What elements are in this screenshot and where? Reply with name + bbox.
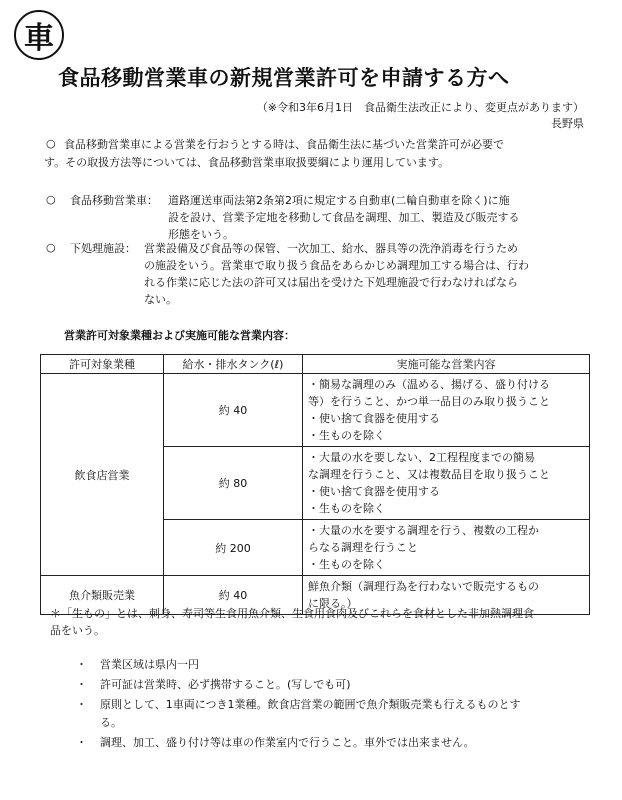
category-cell: 魚介類販売業 xyxy=(41,576,164,615)
dot-bullet-icon: ・ xyxy=(76,678,87,691)
footnote-line: ＊「生もの」とは、刺身、寿司等生食用魚介類、生食用食肉及びこれらを食材とした非加熱調理食 xyxy=(50,607,534,620)
dot-bullet-icon: ・ xyxy=(76,698,87,711)
content-line: ・簡易な調理のみ（温める、揚げる、盛り付ける xyxy=(308,378,550,391)
definition-term-vehicle: 食品移動営業車： xyxy=(70,194,158,207)
circle-bullet-icon: ○ xyxy=(46,241,56,254)
content-line: ・生ものを除く xyxy=(308,558,385,571)
definition-line: れる作業に応じた法の許可又は届出を受けた下処理施設で行わなければなら xyxy=(144,276,518,289)
definition-line: 形態をいう。 xyxy=(168,228,234,241)
tank-cell: 約 40 xyxy=(164,374,303,447)
definition-line: 道路運送車両法第2条第2項に規定する自動車(二輪自動車を除く)に施 xyxy=(168,194,510,207)
intro-line: 食品移動営業車による営業を行おうとする時は、食品衛生法に基づいた営業許可が必要で xyxy=(64,138,504,151)
notes-list xyxy=(76,656,596,754)
definition-term-prep: 下処理施設： xyxy=(70,242,136,255)
content-line: ・生ものを除く xyxy=(308,502,385,515)
intro-line: す。その取扱方法等については、食品移動営業車取扱要綱により運用しています。 xyxy=(44,156,450,169)
revision-note: （※令和3年6月1日 食品衛生法改正により、変更点があります） xyxy=(256,101,584,114)
prefecture-label: 長野県 xyxy=(551,117,584,130)
circle-bullet-icon: ○ xyxy=(46,137,56,150)
definition-body-prep xyxy=(144,240,598,308)
dot-bullet-icon: ・ xyxy=(76,658,87,671)
list-item-line: 調理、加工、盛り付け等は車の作業室内で行うこと。車外では出来ません。 xyxy=(100,736,475,749)
footnote xyxy=(50,605,582,639)
footnote-line: 品をいう。 xyxy=(50,624,105,637)
definition-line: ない。 xyxy=(144,293,177,306)
content-line: ・生ものを除く xyxy=(308,429,385,442)
intro-paragraph xyxy=(44,136,604,172)
definition-line: 営業設備及び食品等の保管、一次加工、給水、器具等の洗浄消毒を行うため xyxy=(144,242,518,255)
permit-table xyxy=(40,354,590,615)
header-tank: 給水・排水タンク(ℓ) xyxy=(164,355,303,374)
tank-cell: 約 200 xyxy=(164,520,303,576)
content-line: 鮮魚介類（調理行為を行わないで販売するもの xyxy=(308,580,539,593)
header-category: 許可対象業種 xyxy=(41,355,164,374)
content-line: ・大量の水を要する調理を行う、複数の工程か xyxy=(308,524,539,537)
content-cell xyxy=(303,520,590,576)
list-item-line: る。 xyxy=(100,716,122,729)
car-badge-icon: 車 xyxy=(14,10,64,60)
content-line: らなる調理を行うこと xyxy=(308,541,418,554)
content-line: 等）を行うこと、かつ単一品目のみ取り扱うこと xyxy=(308,395,550,408)
definition-body-vehicle xyxy=(168,192,598,243)
definition-line: の施設をいう。営業車で取り扱う食品をあらかじめ調理加工する場合は、行わ xyxy=(144,259,529,272)
circle-bullet-icon: ○ xyxy=(46,193,56,206)
tank-cell: 約 40 xyxy=(164,576,303,615)
table-heading: 営業許可対象業種および実施可能な営業内容： xyxy=(64,329,295,342)
content-cell xyxy=(303,374,590,447)
content-line: ・大量の水を要しない、2工程程度までの簡易 xyxy=(308,451,535,464)
list-item-line: 許可証は営業時、必ず携帯すること。(写しでも可) xyxy=(100,678,351,691)
list-item xyxy=(76,676,596,694)
list-item xyxy=(76,696,596,732)
content-line: ・使い捨て食器を使用する xyxy=(308,412,440,425)
table-row xyxy=(41,374,590,447)
tank-cell: 約 80 xyxy=(164,447,303,520)
list-item-line: 原則として、1車両につき1業種。飲食店営業の範囲で魚介類販売業も行えるものとす xyxy=(100,698,521,711)
table-header-row xyxy=(41,355,590,374)
header-content: 実施可能な営業内容 xyxy=(303,355,590,374)
content-line: ・使い捨て食器を使用する xyxy=(308,485,440,498)
list-item-line: 営業区域は県内一円 xyxy=(100,658,199,671)
dot-bullet-icon: ・ xyxy=(76,736,87,749)
list-item xyxy=(76,734,596,752)
category-cell: 飲食店営業 xyxy=(41,374,164,576)
list-item xyxy=(76,656,596,674)
definition-line: 設を設け、営業予定地を移動して食品を調理、加工、製造及び販売する xyxy=(168,211,520,224)
page-title: 食品移動営業車の新規営業許可を申請する方へ xyxy=(58,66,510,90)
content-line: に限る。） xyxy=(308,597,358,610)
content-cell xyxy=(303,447,590,520)
content-line: な調理を行うこと、又は複数品目を取り扱うこと xyxy=(308,468,550,481)
